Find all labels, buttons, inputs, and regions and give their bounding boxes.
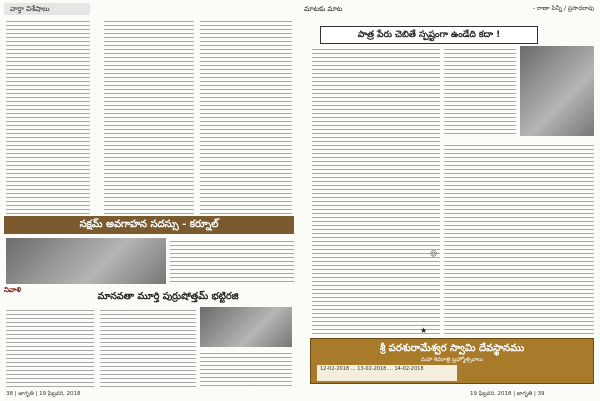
text-column — [170, 238, 294, 284]
temple-subtitle: మహా శివరాత్రి బ్రహ్మోత్సవాలు — [420, 357, 484, 363]
event-heading: సక్షమ్ అవగాహన సదస్సు - కర్నూల్ — [4, 216, 294, 234]
temple-ad — [310, 338, 594, 384]
section-header: వార్తా విశేషాలు — [4, 3, 90, 15]
section-header-right: - రాణా పిన్నీ / ప్రసాదరావు — [532, 5, 594, 12]
text-column — [444, 142, 594, 334]
page-footer: 19 ఫిబ్రవరి, 2018 | జాగృతి | 39 — [470, 391, 545, 397]
portrait-photo — [200, 307, 292, 347]
text-column — [104, 18, 194, 214]
temple-dates: 12-02-2018 … 13-02-2018 … 14-02-2018 — [317, 365, 457, 381]
text-column — [100, 307, 196, 387]
text-column — [200, 350, 292, 387]
text-column — [6, 307, 94, 387]
text-column — [312, 46, 440, 334]
text-column — [200, 18, 292, 214]
text-column — [444, 46, 516, 136]
star-icon: ★ — [420, 326, 428, 335]
article-title: మానవతా మూర్తి పుర్రుషోత్తమ్ భట్టిరజి — [97, 291, 239, 302]
temple-title: శ్రీ పరశురామేశ్వర స్వామి దేవస్థానము — [379, 343, 525, 354]
person-photo — [520, 46, 594, 136]
section-tag: నివాళి — [4, 286, 22, 294]
cartoon-icon: ☺ — [430, 250, 438, 258]
page-footer: 38 | జాగృతి | 19 ఫిబ్రవరి, 2018 — [6, 391, 81, 397]
section-header: మాటకు మాట — [304, 5, 343, 13]
event-photo — [6, 238, 166, 284]
text-column — [6, 18, 90, 214]
main-title: పాత్ర పేరు చెబితే స్పష్టంగా ఉండేది కదా ! — [320, 26, 538, 44]
